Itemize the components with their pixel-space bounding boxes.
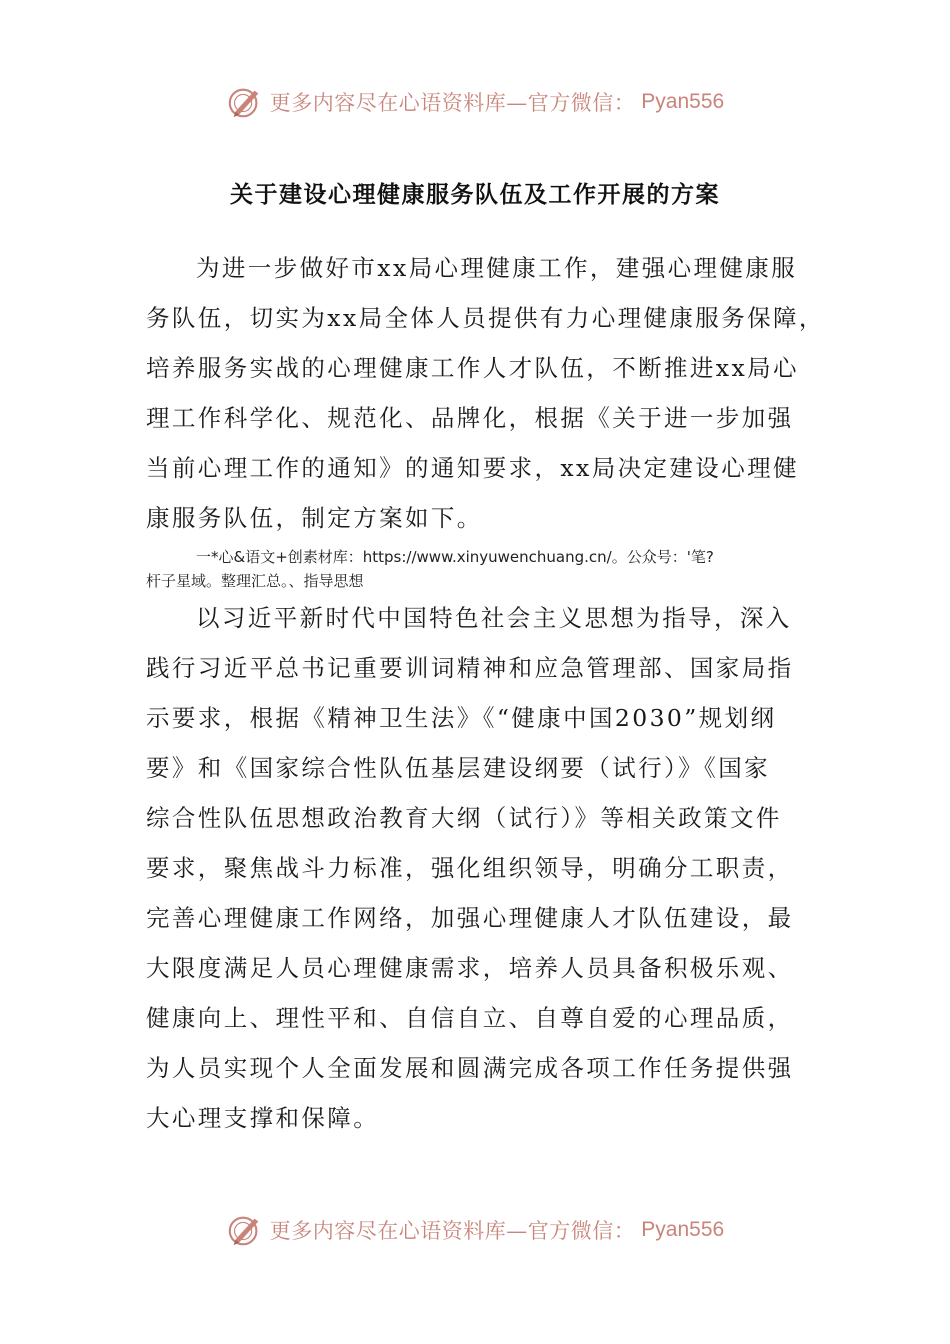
footer-banner-text: 更多内容尽在心语资料库—官方微信： xyxy=(269,1219,636,1243)
paragraph-line: 示要求，根据《精神卫生法》《“健康中国2030”规划纲 xyxy=(146,704,777,732)
header-banner xyxy=(0,80,950,124)
pen-logo-icon xyxy=(226,83,264,121)
paragraph-line: 大心理支撑和保障。 xyxy=(146,1104,380,1132)
paragraph-line: 以习近平新时代中国特色社会主义思想为指导，深入 xyxy=(196,604,792,632)
source-note xyxy=(146,545,826,593)
paragraph-line: 大限度满足人员心理健康需求，培养人员具备积极乐观、 xyxy=(146,954,794,982)
header-banner-id: Pyan556 xyxy=(641,90,725,113)
paragraph-line: 要》和《国家综合性队伍基层建设纲要（试行）》《国家 xyxy=(146,754,770,782)
paragraph-line: 综合性队伍思想政治教育大纲（试行）》等相关政策文件 xyxy=(146,804,782,832)
paragraph-line: 为人员实现个人全面发展和圆满完成各项工作任务提供强 xyxy=(146,1054,794,1082)
paragraph-line: 康服务队伍，制定方案如下。 xyxy=(146,504,483,532)
paragraph-guiding-ideology xyxy=(146,593,811,1143)
paragraph-line: 当前心理工作的通知》的通知要求，xx局决定建设心理健 xyxy=(146,454,799,482)
footer-banner xyxy=(0,1208,950,1252)
header-banner-text: 更多内容尽在心语资料库—官方微信： xyxy=(269,91,636,115)
paragraph-line: 完善心理健康工作网络，加强心理健康人才队伍建设，最 xyxy=(146,904,794,932)
note-line: 杆子星域。整理汇总。、指导思想 xyxy=(146,572,364,590)
paragraph-line: 培养服务实战的心理健康工作人才队伍，不断推进xx局心 xyxy=(146,354,799,382)
paragraph-line: 务队伍，切实为xx局全体人员提供有力心理健康服务保障， xyxy=(146,304,825,332)
note-line: 一*心&语文+创素材库：https://www.xinyuwenchuang.cn/。公众号：'笔? xyxy=(196,548,714,566)
document-title: 关于建设心理健康服务队伍及工作开展的方案 xyxy=(230,182,720,208)
pen-logo-icon xyxy=(226,1211,264,1249)
paragraph-line: 为进一步做好市xx局心理健康工作，建强心理健康服 xyxy=(196,254,798,282)
paragraph-line: 要求，聚焦战斗力标准，强化组织领导，明确分工职责， xyxy=(146,854,794,882)
paragraph-line: 健康向上、理性平和、自信自立、自尊自爱的心理品质， xyxy=(146,1004,794,1032)
paragraph-line: 践行习近平总书记重要训词精神和应急管理部、国家局指 xyxy=(146,654,794,682)
paragraph-line: 理工作科学化、规范化、品牌化，根据《关于进一步加强 xyxy=(146,404,794,432)
footer-banner-id: Pyan556 xyxy=(641,1218,725,1241)
paragraph-intro xyxy=(146,243,825,543)
